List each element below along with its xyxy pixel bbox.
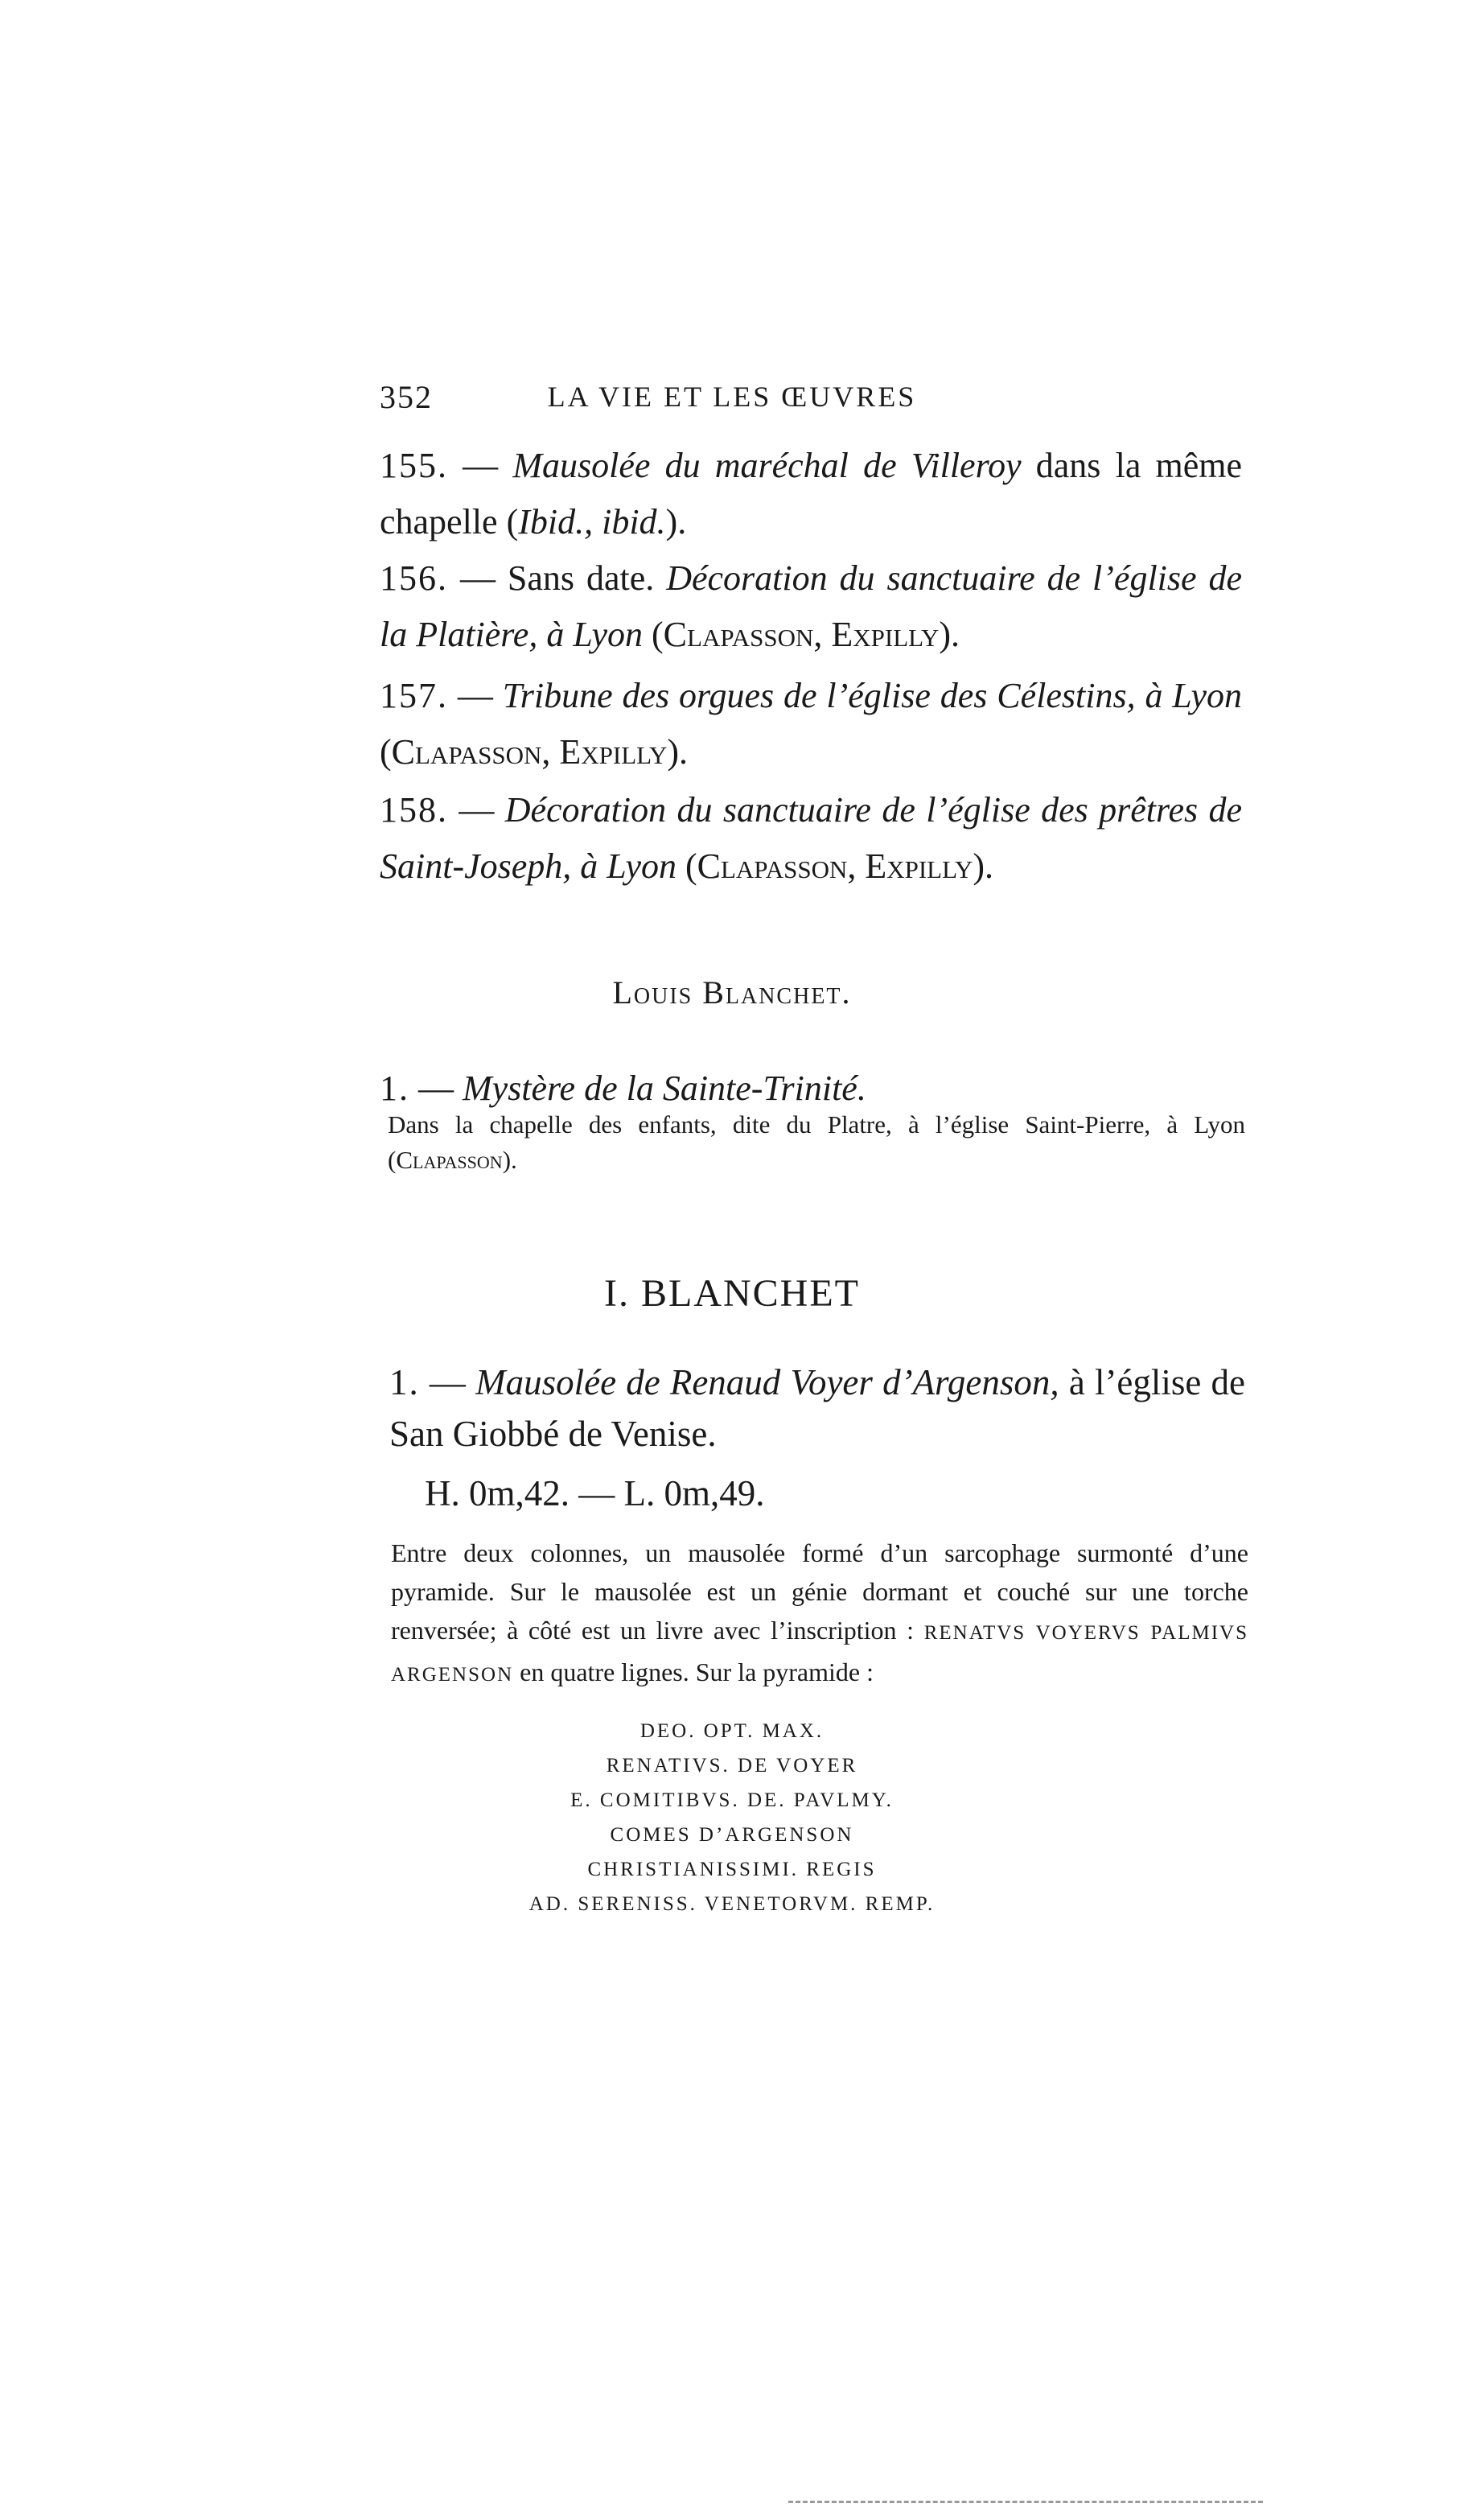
item-title: Mystère de la Sainte-Trinité. [463, 1069, 866, 1108]
entry-title: Tribune des orgues de l’église des Célestins, à Lyon [502, 676, 1243, 715]
dimensions: H. 0m,42. — L. 0m,49. [425, 1473, 765, 1513]
note-close: ). [502, 1146, 517, 1174]
entry-158 [380, 782, 1242, 895]
item-number: 1. [389, 1362, 420, 1402]
inscription-line: COMES D’ARGENSON [610, 1824, 854, 1846]
item-title: Mausolée de Renaud Voyer d’Argenson, [475, 1362, 1059, 1402]
scan-edge-line [788, 2501, 1263, 2506]
entry-156 [380, 550, 1242, 663]
entry-title: Décoration du sanctuaire de l’église des prêtres de Saint-Joseph, à Lyon [380, 790, 1242, 886]
item-number: 1. [380, 1069, 409, 1108]
item-text: à l’église de San Giobbé de Venise. [389, 1362, 1246, 1454]
entry-close: ). [665, 502, 687, 541]
entry-number: 156. [380, 558, 448, 598]
entry-dash: — [459, 790, 495, 830]
note-text: Dans la chapelle des enfants, dite du Platre, à l’église Saint-Pierre, à Lyon ( [388, 1110, 1245, 1174]
section-heading-i-blanchet: I. BLANCHET [604, 1272, 860, 1315]
entry-title: Décoration du sanctuaire de l’église de la Platière, à Lyon [380, 558, 1243, 654]
entry-number: 155. [380, 446, 448, 485]
item-dash: — [418, 1069, 454, 1108]
entry-sources: (Clapasson, Expilly). [380, 732, 688, 772]
entry-prefix: — Sans date. [459, 558, 655, 598]
section-heading-louis-blanchet: Louis Blanchet. [612, 974, 852, 1011]
inscription-line: RENATIVS. DE VOYER [606, 1755, 858, 1777]
entry-number: 158. [380, 790, 448, 830]
inscription-line: CHRISTIANISSIMI. REGIS [587, 1859, 877, 1880]
entry-dash: — [457, 676, 493, 715]
description-inscription: RENATVS VOYERVS PALMIVS ARGENSON [391, 1622, 1249, 1686]
entry-number: 157. [380, 676, 448, 715]
entry-text: dans la même chapelle ( [380, 446, 1243, 541]
item-dash: — [429, 1362, 466, 1402]
entry-dash: — [463, 446, 499, 485]
note-source: Clapasson [396, 1146, 503, 1174]
entry-reference: Ibid., ibid. [518, 502, 666, 541]
description [391, 1534, 1248, 1694]
description-text: Entre deux colonnes, un mausolée formé d’un sarcophage surmonté d’une pyramide. Sur le mausolée est un génie dormant et couché sur une torche renversée; à côté est un livre avec l’inscription : [391, 1538, 1248, 1645]
running-title: LA VIE ET LES ŒUVRES [547, 381, 917, 413]
description-end: en quatre lignes. Sur la pyramide : [520, 1657, 874, 1686]
entry-sources: (Clapasson, Expilly). [685, 846, 993, 886]
entry-157 [380, 668, 1242, 780]
entry-sources: (Clapasson, Expilly). [652, 615, 960, 654]
entry-title: Mausolée du maréchal de Villeroy [512, 446, 1022, 485]
louis-blanchet-note [388, 1107, 1245, 1178]
page-number: 352 [380, 379, 433, 415]
entry-155 [380, 438, 1242, 550]
inscription-line: AD. SERENISS. VENETORVM. REMP. [528, 1893, 936, 1915]
inscription-line: E. COMITIBVS. DE. PAVLMY. [570, 1789, 894, 1811]
i-blanchet-item [389, 1357, 1245, 1460]
inscription-block [0, 1714, 1464, 1921]
inscription-line: DEO. OPT. MAX. [639, 1720, 825, 1742]
